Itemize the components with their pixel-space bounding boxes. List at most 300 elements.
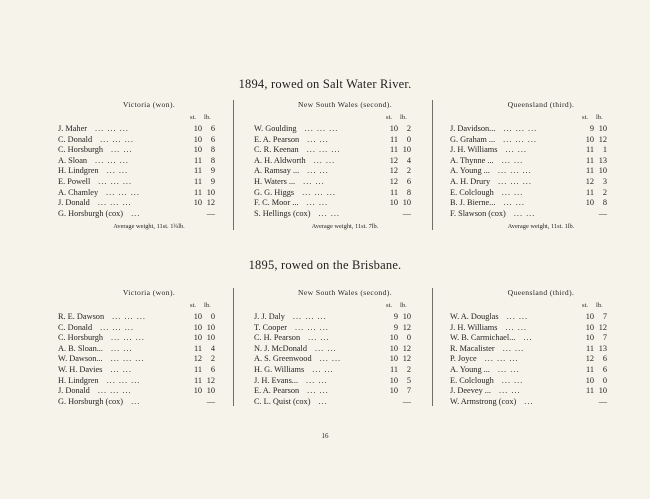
weight-lb: —: [402, 396, 411, 406]
weight-lb: 0: [406, 333, 411, 343]
weight-lb: 12: [402, 354, 411, 364]
crew-name: F. Slawson (cox): [450, 208, 506, 218]
crew-row: [58, 397, 240, 408]
crew-name: W. Goulding: [254, 124, 297, 133]
leader-dots: ... ...: [312, 364, 334, 374]
leader-dots: ... ...: [318, 208, 340, 218]
weight-st: 10: [193, 198, 202, 208]
unit-st: st.: [190, 114, 197, 121]
weight-st: 11: [194, 375, 202, 385]
crew-name: G. G. Higgs: [254, 187, 295, 197]
leader-dots: ... ...: [307, 166, 329, 176]
weight-lb: 10: [598, 166, 607, 176]
weight-st: 10: [389, 198, 398, 208]
weight-st: 10: [193, 386, 202, 396]
weight-st: 11: [390, 134, 398, 144]
weight-lb: 10: [402, 145, 411, 155]
leader-dots: ... ...: [306, 375, 328, 385]
crew-row: [58, 365, 240, 376]
weight-lb: 12: [402, 322, 411, 332]
leader-dots: ... ...: [502, 343, 525, 353]
crew-row: [450, 124, 632, 135]
crew-name: J. H. Williams: [450, 322, 498, 332]
crew-name: A. H. Drury: [450, 176, 491, 186]
weight-lb: 6: [210, 124, 215, 133]
leader-dots: ... ...: [503, 198, 525, 208]
units-header: [254, 302, 436, 312]
average-weight: Average weight, 11st. 1lb.: [507, 223, 575, 231]
crew-name: J. H. Evans...: [254, 375, 299, 385]
crew-row: [450, 166, 632, 177]
units-header: [450, 114, 632, 124]
crew-name: T. Cooper: [254, 322, 288, 332]
crew-name: B. J. Bierne...: [450, 198, 496, 208]
crew-name: A. Ramsay ...: [254, 166, 300, 176]
leader-dots: ... ...: [306, 198, 329, 208]
leader-dots: ... ...: [319, 354, 342, 364]
weight-lb: —: [206, 208, 215, 218]
crew-row: [58, 386, 240, 397]
crew-row: [58, 198, 240, 209]
leader-dots: ... ... ...: [503, 124, 538, 133]
average-weight: Average weight, 11st. 7lb.: [311, 223, 379, 231]
leader-dots: ... ...: [110, 343, 133, 353]
crew-name: A. H. Aldworth: [254, 155, 306, 165]
leader-dots: ...: [524, 396, 534, 406]
unit-lb: lb.: [204, 302, 211, 309]
crew-row: [450, 323, 632, 334]
weight-lb: 8: [602, 198, 607, 208]
crew-row: [58, 323, 240, 334]
crew-row: [450, 312, 632, 323]
weight-st: 10: [193, 322, 202, 332]
leader-dots: ... ...: [307, 134, 329, 144]
crew-row: [254, 386, 436, 397]
crew-name: W. Dawson...: [58, 354, 103, 364]
weight-st: 9: [393, 312, 398, 321]
leader-dots: ... ... ...: [110, 354, 145, 364]
weight-st: 12: [193, 354, 202, 364]
crew-name: J. Donald: [58, 198, 90, 208]
weight-lb: —: [402, 208, 411, 218]
weight-lb: 10: [402, 312, 411, 321]
crew-row: [58, 188, 240, 199]
weight-lb: —: [598, 208, 607, 218]
weight-st: 10: [585, 134, 594, 144]
crew-name: A. Young ...: [450, 166, 490, 176]
weight-st: 10: [585, 375, 594, 385]
weight-st: 10: [389, 333, 398, 343]
weight-st: 11: [586, 166, 594, 176]
leader-dots: ... ... ...: [98, 176, 133, 186]
weight-st: 10: [193, 333, 202, 343]
weight-lb: 12: [206, 198, 215, 208]
crew-name: E. Colclough: [450, 187, 494, 197]
leader-dots: ... ... ...: [295, 322, 329, 332]
weight-st: 10: [389, 343, 398, 353]
crew-row: [254, 156, 436, 167]
crew-name: A. B. Sloan...: [58, 343, 103, 353]
leader-dots: ... ...: [308, 333, 330, 343]
weight-st: 10: [193, 312, 202, 321]
team-column-victoria: [58, 100, 240, 230]
crew-name: H. Waters ...: [254, 176, 296, 186]
crew-name: C. Donald: [58, 322, 93, 332]
leader-dots: ... ... ...: [97, 198, 132, 208]
leader-dots: ...: [131, 208, 141, 218]
unit-lb: lb.: [596, 302, 603, 309]
weight-st: 12: [585, 354, 594, 364]
weight-lb: 2: [406, 166, 411, 176]
weight-st: 12: [585, 176, 594, 186]
crew-name: C. Donald: [58, 134, 93, 144]
leader-dots: ...: [523, 333, 533, 343]
crew-name: H. Lindgren: [58, 166, 99, 176]
weight-st: 11: [194, 166, 202, 176]
crew-row: [58, 312, 240, 323]
unit-lb: lb.: [400, 114, 407, 121]
unit-st: st.: [190, 302, 197, 309]
weight-lb: 1: [602, 145, 607, 155]
leader-dots: ... ... ...: [95, 155, 129, 165]
crew-name: C. Horsburgh: [58, 145, 104, 155]
crew-row: [450, 135, 632, 146]
weight-lb: 6: [210, 134, 215, 144]
weight-st: 9: [589, 124, 594, 133]
crew-row: [254, 365, 436, 376]
weight-lb: —: [598, 396, 607, 406]
leader-dots: ... ... ...: [95, 124, 129, 133]
crew-row: [450, 376, 632, 387]
crew-name: E. A. Pearson: [254, 386, 300, 396]
leader-dots: ... ...: [513, 208, 536, 218]
unit-lb: lb.: [596, 114, 603, 121]
crew-name: C. H. Pearson: [254, 333, 301, 343]
crew-row: [254, 188, 436, 199]
unit-lb: lb.: [204, 114, 211, 121]
crew-row: [450, 386, 632, 397]
crew-row: [58, 156, 240, 167]
race-section-1895: [54, 288, 614, 418]
crew-row: [450, 177, 632, 188]
leader-dots: ... ...: [315, 343, 337, 353]
leader-dots: ...: [131, 396, 141, 406]
leader-dots: ... ...: [506, 312, 529, 321]
weight-lb: 10: [598, 386, 607, 396]
team-heading: Queensland (third).: [507, 288, 575, 297]
crew-name: F. C. Moor ...: [254, 198, 299, 208]
crew-row: [254, 166, 436, 177]
leader-dots: ... ... ...: [484, 354, 519, 364]
crew-name: W. A. Douglas: [450, 312, 499, 321]
crew-row: [450, 333, 632, 344]
crew-row: [58, 354, 240, 365]
leader-dots: ... ... ...: [111, 333, 145, 343]
crew-row: [58, 209, 240, 220]
crew-row: [254, 135, 436, 146]
leader-dots: ... ... ...: [304, 124, 339, 133]
crew-row: [58, 145, 240, 156]
team-heading: Victoria (won).: [122, 100, 176, 109]
unit-st: st.: [582, 114, 589, 121]
crew-name: A. Thynne ...: [450, 155, 494, 165]
weight-st: 11: [390, 187, 398, 197]
crew-name: G. Horsburgh (cox): [58, 208, 124, 218]
crew-row: [450, 354, 632, 365]
leader-dots: ... ...: [307, 386, 329, 396]
leader-dots: ... ...: [111, 145, 133, 155]
weight-st: 11: [390, 364, 398, 374]
crew-row: [254, 354, 436, 365]
weight-lb: 2: [406, 364, 411, 374]
weight-lb: 10: [402, 198, 411, 208]
leader-dots: ...: [318, 396, 328, 406]
weight-lb: 0: [406, 134, 411, 144]
weight-lb: 0: [602, 375, 607, 385]
weight-lb: 10: [206, 187, 215, 197]
crew-name: H. G. Williams: [254, 364, 305, 374]
weight-st: 10: [389, 124, 398, 133]
leader-dots: ... ...: [106, 166, 129, 176]
weight-lb: 2: [210, 354, 215, 364]
leader-dots: ... ... ...: [112, 312, 146, 321]
crew-row: [450, 145, 632, 156]
leader-dots: ... ...: [303, 176, 325, 186]
crew-name: A. Sloan: [58, 155, 88, 165]
leader-dots: ... ... ...: [302, 187, 336, 197]
team-heading: New South Wales (second).: [297, 288, 393, 297]
leader-dots: ... ... ...: [498, 176, 532, 186]
weight-lb: 9: [210, 176, 215, 186]
weight-st: 12: [389, 166, 398, 176]
page-number: 16: [321, 432, 329, 440]
team-column-victoria: [58, 288, 240, 407]
crew-row: [58, 124, 240, 135]
crew-row: [450, 344, 632, 355]
crew-name: E. Colclough: [450, 375, 494, 385]
weight-lb: 2: [602, 187, 607, 197]
leader-dots: ... ... ...: [100, 322, 134, 332]
weight-lb: 6: [406, 176, 411, 186]
units-header: [450, 302, 632, 312]
weight-lb: 3: [602, 176, 607, 186]
weight-st: 11: [194, 155, 202, 165]
leader-dots: ... ...: [505, 322, 527, 332]
team-heading: New South Wales (second).: [297, 100, 393, 109]
weight-st: 10: [193, 124, 202, 133]
crew-row: [450, 209, 632, 220]
weight-lb: 12: [402, 343, 411, 353]
weight-lb: 6: [602, 354, 607, 364]
crew-row: [254, 397, 436, 408]
crew-row: [58, 376, 240, 387]
crew-row: [450, 397, 632, 408]
unit-st: st.: [386, 302, 393, 309]
leader-dots: ... ... ...: [306, 145, 341, 155]
race-title-1894: 1894, rowed on Salt Water River.: [238, 77, 412, 91]
units-header: [58, 114, 240, 124]
crew-row: [450, 365, 632, 376]
crew-row: [254, 344, 436, 355]
crew-row: [58, 344, 240, 355]
unit-lb: lb.: [400, 302, 407, 309]
race-section-1894: [54, 100, 614, 240]
weight-st: 10: [389, 386, 398, 396]
crew-name: J. J. Daly: [254, 312, 285, 321]
weight-st: 11: [586, 145, 594, 155]
leader-dots: ... ...: [501, 155, 524, 165]
weight-lb: 7: [602, 312, 607, 321]
leader-dots: ... ... ...: [106, 375, 141, 385]
race-title-1895: 1895, rowed on the Brisbane.: [248, 258, 402, 272]
crew-name: R. Macalister: [450, 343, 495, 353]
crew-row: [254, 312, 436, 323]
weight-st: 10: [585, 333, 594, 343]
crew-row: [254, 333, 436, 344]
leader-dots: ... ...: [505, 145, 527, 155]
crew-row: [450, 198, 632, 209]
crew-row: [58, 135, 240, 146]
crew-name: J. Deevey ...: [450, 386, 492, 396]
leader-dots: ... ... ...: [292, 312, 327, 321]
crew-name: C. L. Quist (cox): [254, 396, 311, 406]
weight-st: 12: [389, 155, 398, 165]
weight-lb: 4: [210, 343, 215, 353]
crew-row: [58, 333, 240, 344]
weight-st: 10: [389, 354, 398, 364]
team-column-nsw: [254, 100, 436, 230]
weight-st: 11: [586, 343, 594, 353]
leader-dots: ... ...: [497, 364, 520, 374]
weight-lb: 6: [602, 364, 607, 374]
leader-dots: ... ... ...: [503, 134, 537, 144]
crew-name: E. Powell: [58, 176, 91, 186]
crew-row: [254, 198, 436, 209]
crew-name: H. Lindgren: [58, 375, 99, 385]
crew-name: W. Armstrong (cox): [450, 396, 517, 406]
weight-st: 10: [585, 322, 594, 332]
weight-st: 11: [586, 386, 594, 396]
crew-name: G. Horsburgh (cox): [58, 396, 124, 406]
weight-lb: 13: [598, 343, 607, 353]
weight-lb: 10: [206, 322, 215, 332]
weight-st: 12: [389, 176, 398, 186]
weight-st: 11: [194, 187, 202, 197]
team-heading: Victoria (won).: [122, 288, 176, 297]
crew-row: [58, 177, 240, 188]
crew-name: P. Joyce: [450, 354, 477, 364]
crew-row: [254, 209, 436, 220]
leader-dots: ... ...: [501, 375, 524, 385]
weight-lb: 10: [206, 386, 215, 396]
weight-lb: 8: [210, 145, 215, 155]
weight-lb: 12: [598, 134, 607, 144]
crew-row: [58, 166, 240, 177]
weight-lb: 8: [210, 155, 215, 165]
weight-lb: 5: [406, 375, 411, 385]
weight-lb: 7: [406, 386, 411, 396]
weight-lb: 9: [210, 166, 215, 176]
weight-st: 11: [194, 364, 202, 374]
crew-name: A. Young ...: [450, 364, 490, 374]
weight-st: 11: [586, 155, 594, 165]
crew-name: A. Chamley: [58, 187, 99, 197]
crew-name: A. S. Greenwood: [254, 354, 312, 364]
crew-name: J. H. Williams: [450, 145, 498, 155]
crew-name: C. Horsburgh: [58, 333, 104, 343]
crew-name: J. Maher: [58, 124, 88, 133]
weight-st: 10: [585, 312, 594, 321]
weight-lb: 4: [406, 155, 411, 165]
crew-name: N. J. McDonald: [254, 343, 308, 353]
crew-name: E. A. Pearson: [254, 134, 300, 144]
weight-lb: 12: [598, 322, 607, 332]
crew-row: [254, 376, 436, 387]
weight-st: 10: [193, 134, 202, 144]
crew-name: W. H. Davies: [58, 364, 103, 374]
weight-st: 10: [193, 145, 202, 155]
team-heading: Queensland (third).: [507, 100, 575, 109]
leader-dots: ... ...: [499, 386, 521, 396]
crew-row: [254, 323, 436, 334]
unit-st: st.: [386, 114, 393, 121]
team-column-queensland: [450, 100, 632, 230]
crew-row: [450, 156, 632, 167]
weight-st: 11: [194, 176, 202, 186]
crew-row: [450, 188, 632, 199]
unit-st: st.: [582, 302, 589, 309]
units-header: [254, 114, 436, 124]
leader-dots: ... ...: [313, 155, 336, 165]
crew-name: R. E. Dawson: [58, 312, 105, 321]
weight-lb: —: [206, 396, 215, 406]
leader-dots: ... ... ...: [497, 166, 532, 176]
weight-lb: 8: [406, 187, 411, 197]
crew-row: [254, 124, 436, 135]
leader-dots: ... ... ...: [97, 386, 132, 396]
weight-lb: 12: [206, 375, 215, 385]
weight-st: 11: [586, 187, 594, 197]
weight-lb: 0: [210, 312, 215, 321]
crew-name: S. Hellings (cox): [254, 208, 311, 218]
weight-lb: 13: [598, 155, 607, 165]
crew-name: W. B. Carmichael...: [450, 333, 516, 343]
weight-lb: 7: [602, 333, 607, 343]
crew-name: J. Davidson...: [450, 124, 496, 133]
units-header: [58, 302, 240, 312]
weight-lb: 6: [210, 364, 215, 374]
leader-dots: ... ... ...: [106, 187, 140, 197]
leader-dots: ... ...: [501, 187, 524, 197]
crew-name: J. Donald: [58, 386, 90, 396]
weight-lb: 10: [598, 124, 607, 133]
weight-st: 9: [393, 322, 398, 332]
weight-st: 11: [390, 145, 398, 155]
weight-st: 11: [194, 343, 202, 353]
crew-name: G. Graham ...: [450, 134, 496, 144]
team-column-queensland: [450, 288, 632, 407]
team-column-nsw: [254, 288, 436, 407]
leader-dots: ... ...: [110, 364, 132, 374]
average-weight: Average weight, 11st. 1¾lb.: [113, 223, 185, 231]
weight-lb: 10: [206, 333, 215, 343]
crew-row: [254, 177, 436, 188]
crew-row: [254, 145, 436, 156]
weight-st: 10: [585, 198, 594, 208]
leader-dots: ... ... ...: [100, 134, 134, 144]
crew-name: C. R. Keenan: [254, 145, 299, 155]
weight-lb: 2: [406, 124, 411, 133]
